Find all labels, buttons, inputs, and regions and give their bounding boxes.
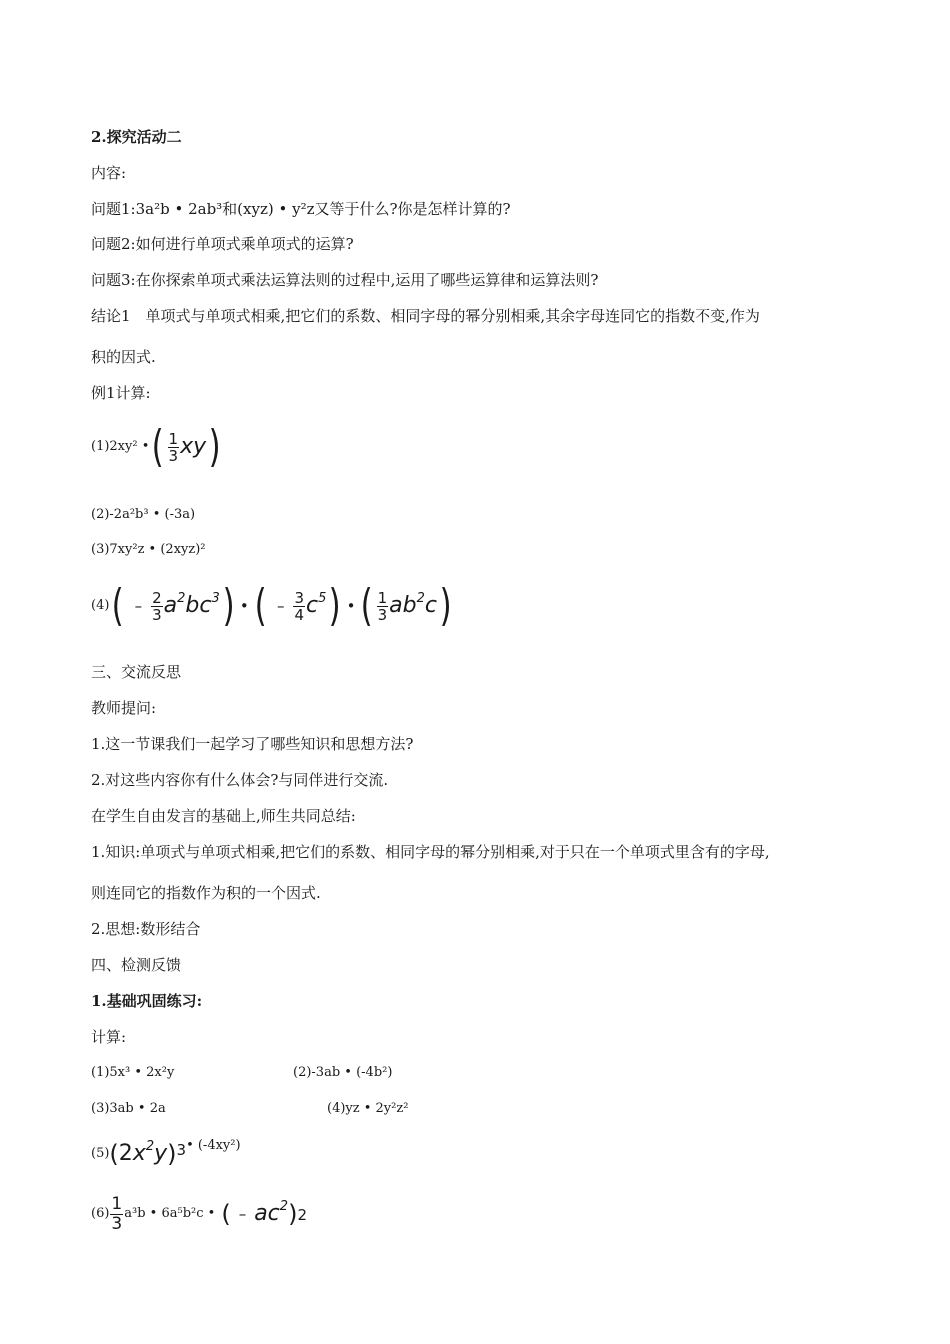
knowledge-line-1: 1.知识:单项式与单项式相乘,把它们的系数、相同字母的幂分别相乘,对于只在一个单项式里含有的字母, [91, 843, 770, 861]
question-2: 问题2:如何进行单项式乘单项式的运算? [91, 235, 354, 253]
example-4 [91, 578, 454, 634]
summary-intro: 在学生自由发言的基础上,师生共同总结: [91, 807, 356, 825]
problem-2: (2)-3ab • (-4b²) [293, 1065, 393, 1080]
example-label: 例1计算: [91, 384, 151, 402]
conclusion-line-1: 结论1 单项式与单项式相乘,把它们的系数、相同字母的幂分别相乘,其余字母连同它的指数不变,作为 [91, 307, 760, 325]
problem-5-prefix: (5) [91, 1146, 110, 1161]
teacher-question-label: 教师提问: [91, 699, 157, 717]
question-1: 问题1:3a²b • 2ab³和(xyz) • y²z又等于什么?你是怎样计算的? [91, 200, 511, 218]
problem-5-suffix: • (-4xy²) [186, 1138, 241, 1153]
section-heading-reflection: 三、交流反思 [91, 663, 182, 681]
example-1-prefix: (1)2xy² • [91, 439, 150, 454]
example-3: (3)7xy²z • (2xyz)² [91, 542, 206, 557]
example-1 [91, 422, 223, 472]
calc-label: 计算: [91, 1028, 127, 1046]
example-4-formula: ( – $\frac{2}{3}$ $a^2bc^3$ ) • ( – $\frac{3}{4}$ $c^5$ ) • ( $\frac{1}{3}$ $ab^2c$ ) [111, 580, 452, 631]
section-heading-activity-2: 2.探究活动二 [91, 128, 182, 146]
conclusion-line-2: 积的因式. [91, 348, 156, 366]
problem-4: (4)yz • 2y²z² [327, 1101, 409, 1116]
section-heading-feedback: 四、检测反馈 [91, 956, 182, 974]
example-1-formula: ( $\frac{1}{3}$ xy ) [151, 421, 221, 472]
problem-6-formula: ( – $ac^2$ ) 2 [221, 1199, 307, 1228]
problem-6-middle: a³b • 6a⁵b²c • [124, 1206, 216, 1221]
question-3: 问题3:在你探索单项式乘法运算法则的过程中,运用了哪些运算律和运算法则? [91, 271, 599, 289]
thought-line: 2.思想:数形结合 [91, 920, 201, 938]
example-4-prefix: (4) [91, 598, 110, 613]
problem-6 [91, 1190, 307, 1238]
problem-1: (1)5x³ • 2x²y [91, 1065, 175, 1080]
problem-6-fraction: $\frac{1}{3}$ [111, 1193, 123, 1234]
problem-3: (3)3ab • 2a [91, 1101, 166, 1116]
content-label: 内容: [91, 164, 127, 182]
reflection-item-2: 2.对这些内容你有什么体会?与同伴进行交流. [91, 771, 389, 789]
problem-5-formula: ( 2 $x^2y$ ) 3 [109, 1139, 187, 1168]
basic-practice-heading: 1.基础巩固练习: [91, 992, 203, 1010]
problem-5 [91, 1136, 241, 1172]
knowledge-line-2: 则连同它的指数作为积的一个因式. [91, 884, 321, 902]
problem-6-prefix: (6) [91, 1206, 110, 1221]
example-2: (2)-2a²b³ • (-3a) [91, 507, 196, 522]
reflection-item-1: 1.这一节课我们一起学习了哪些知识和思想方法? [91, 735, 414, 753]
